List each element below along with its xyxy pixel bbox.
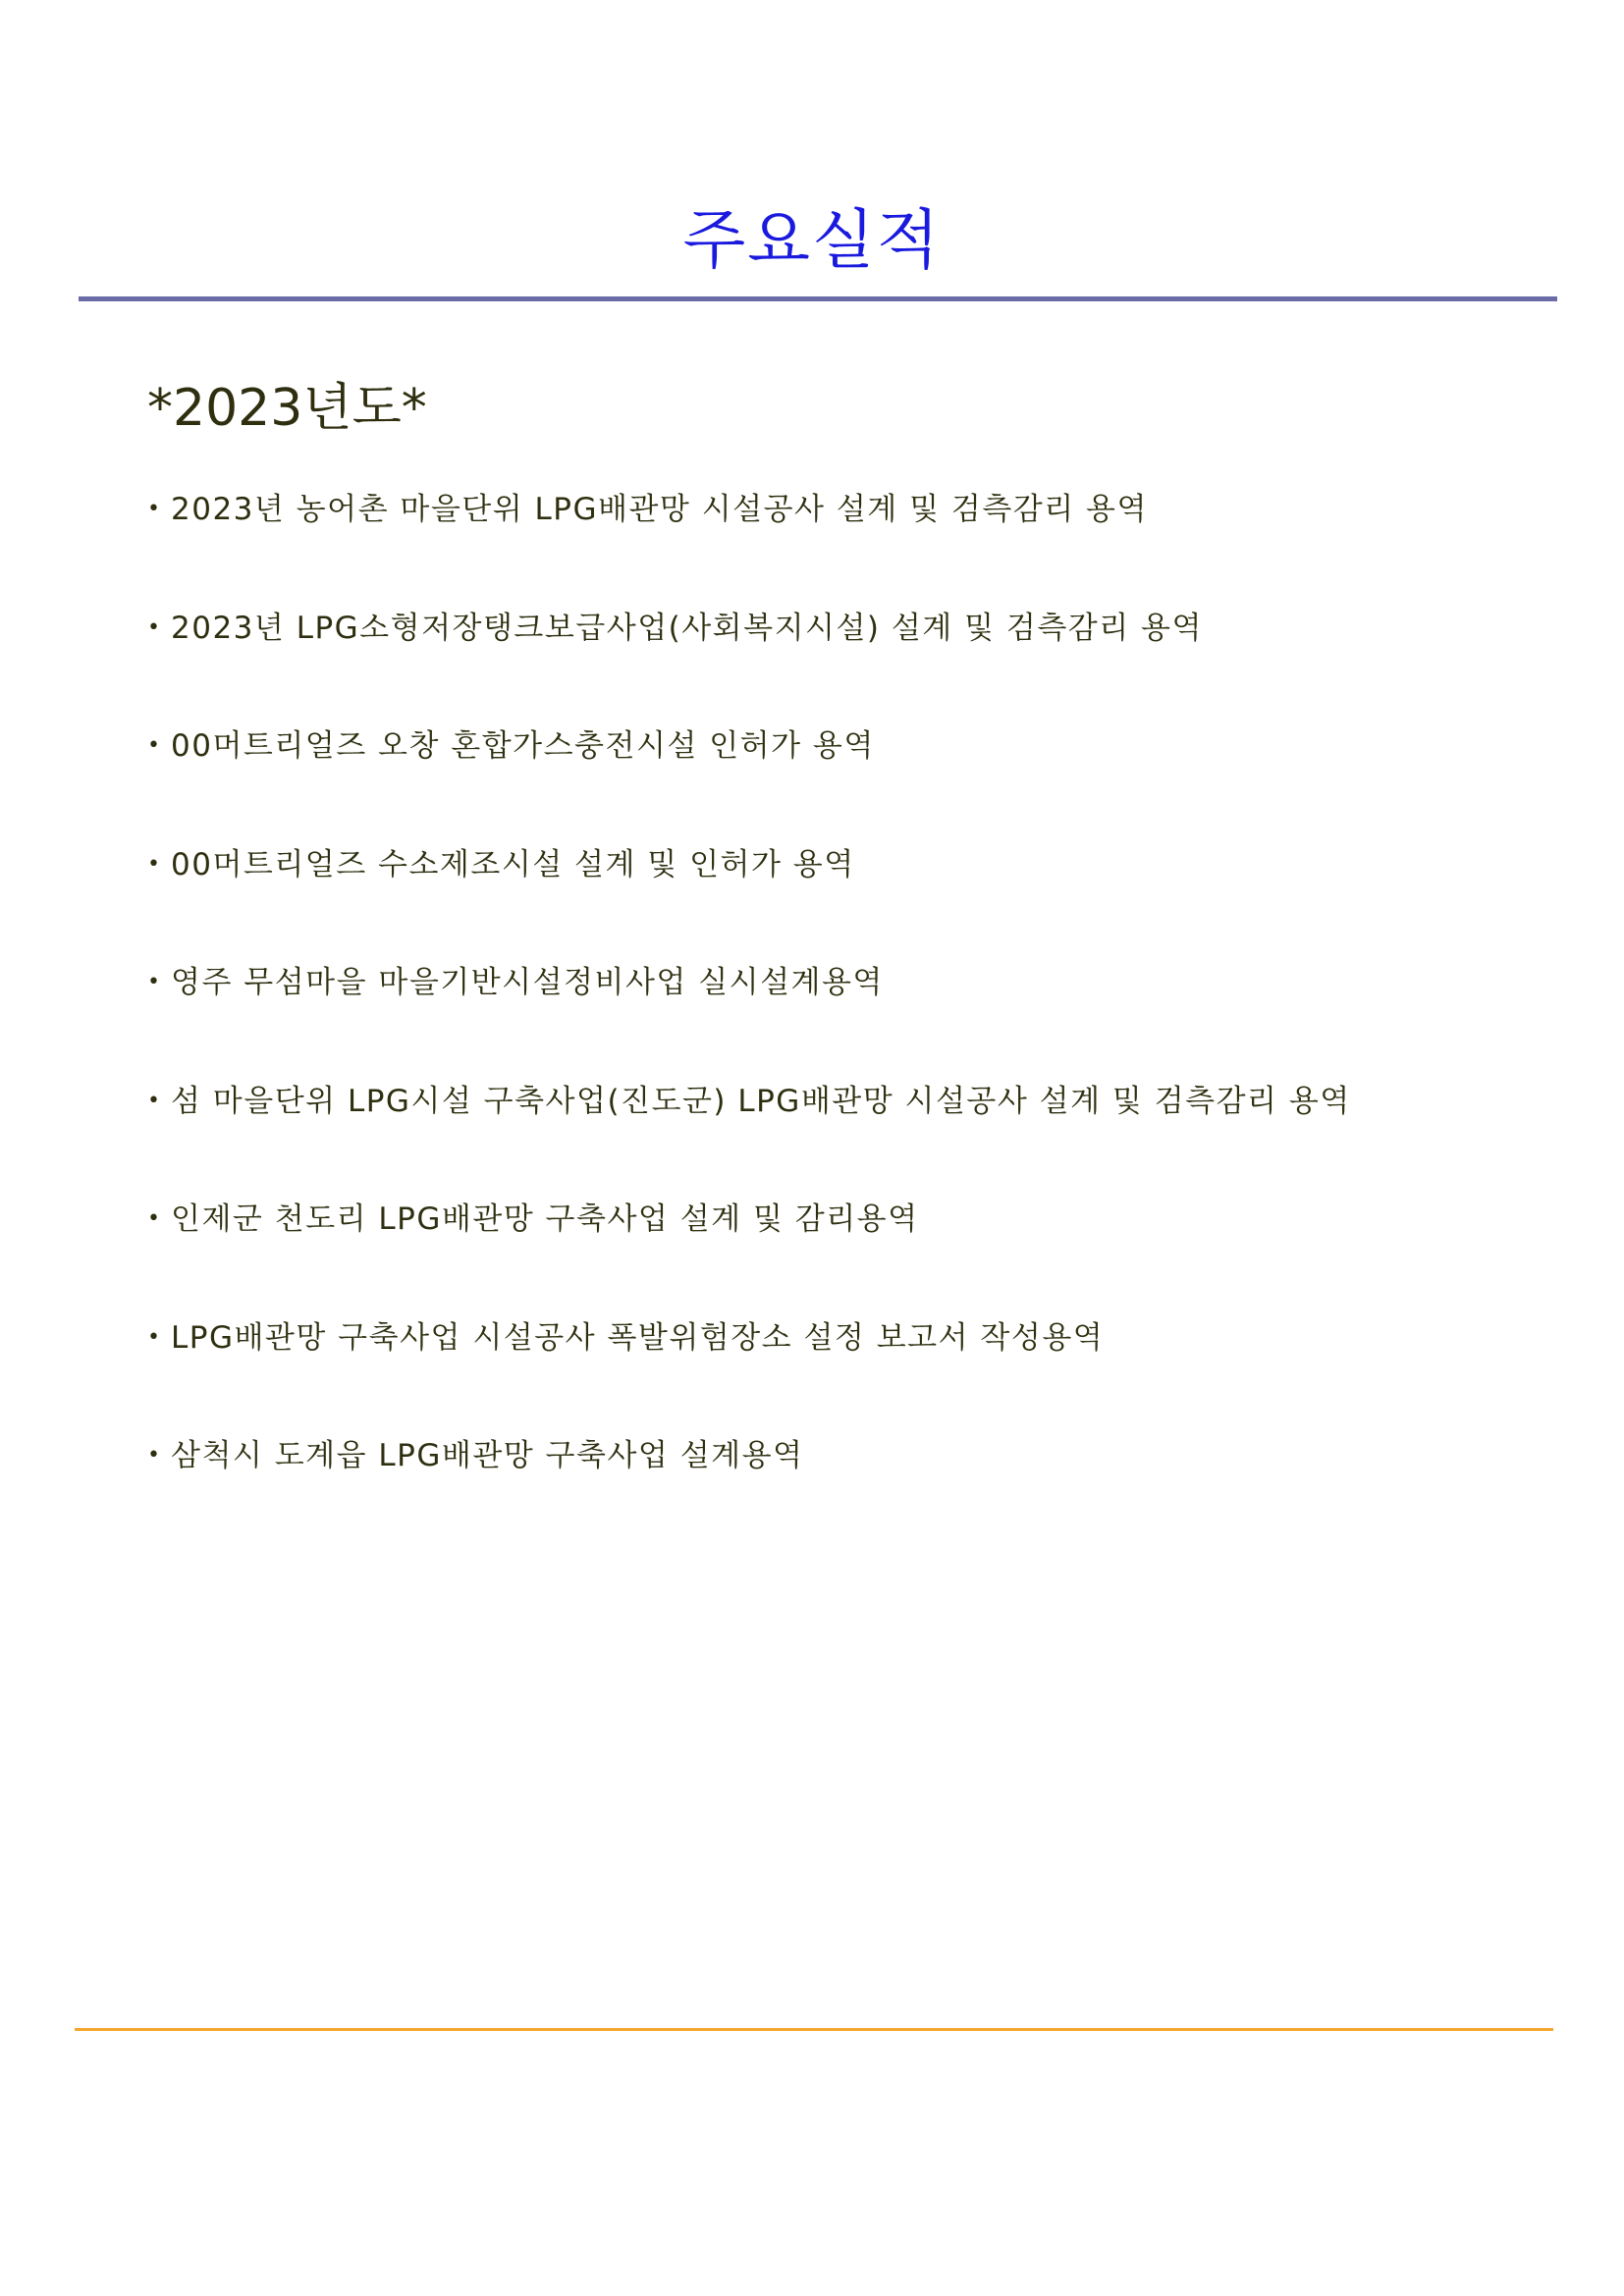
list-item — [147, 725, 1351, 844]
bullet-icon: • — [147, 1324, 162, 1350]
list-item — [147, 608, 1351, 726]
list-item — [147, 1081, 1351, 1200]
list-item-text: LPG배관망 구축사업 시설공사 폭발위험장소 설정 보고서 작성용역 — [171, 1319, 1105, 1356]
title-divider — [79, 296, 1557, 301]
list-item — [147, 489, 1351, 608]
achievement-list — [147, 489, 1351, 1554]
bullet-icon: • — [147, 1088, 162, 1113]
bullet-icon: • — [147, 497, 162, 521]
bullet-icon: • — [147, 970, 162, 994]
list-item-text: 영주 무섬마을 마을기반시설정비사업 실시설계용역 — [171, 965, 884, 1000]
list-item — [147, 962, 1351, 1081]
list-item-text: 2023년 농어촌 마을단위 LPG배관망 시설공사 설계 및 검측감리 용역 — [171, 492, 1148, 527]
year-heading: *2023년도* — [147, 379, 427, 438]
list-item-text: 00머트리얼즈 수소제조시설 설계 및 인허가 용역 — [171, 846, 855, 882]
list-item — [147, 844, 1351, 963]
list-item — [147, 1317, 1351, 1436]
list-item-text: 2023년 LPG소형저장탱크보급사업(사회복지시설) 설계 및 검측감리 용역 — [171, 610, 1203, 646]
list-item-text: 섬 마을단위 LPG시설 구축사업(진도군) LPG배관망 시설공사 설계 및 검측감리 용역 — [171, 1083, 1351, 1119]
list-item-text: 00머트리얼즈 오창 혼합가스충전시설 인허가 용역 — [171, 728, 875, 764]
page-title: 주요실적 — [682, 202, 942, 278]
footer-divider — [75, 2028, 1553, 2031]
bullet-icon: • — [147, 733, 162, 758]
list-item — [147, 1199, 1351, 1317]
list-item — [147, 1435, 1351, 1554]
bullet-icon: • — [147, 614, 162, 640]
list-item-text: 삼척시 도계읍 LPG배관망 구축사업 설계용역 — [171, 1438, 804, 1473]
bullet-icon: • — [147, 851, 162, 877]
bullet-icon: • — [147, 1206, 162, 1231]
list-item-text: 인제군 천도리 LPG배관망 구축사업 설계 및 감리용역 — [171, 1201, 919, 1237]
bullet-icon: • — [147, 1443, 162, 1468]
